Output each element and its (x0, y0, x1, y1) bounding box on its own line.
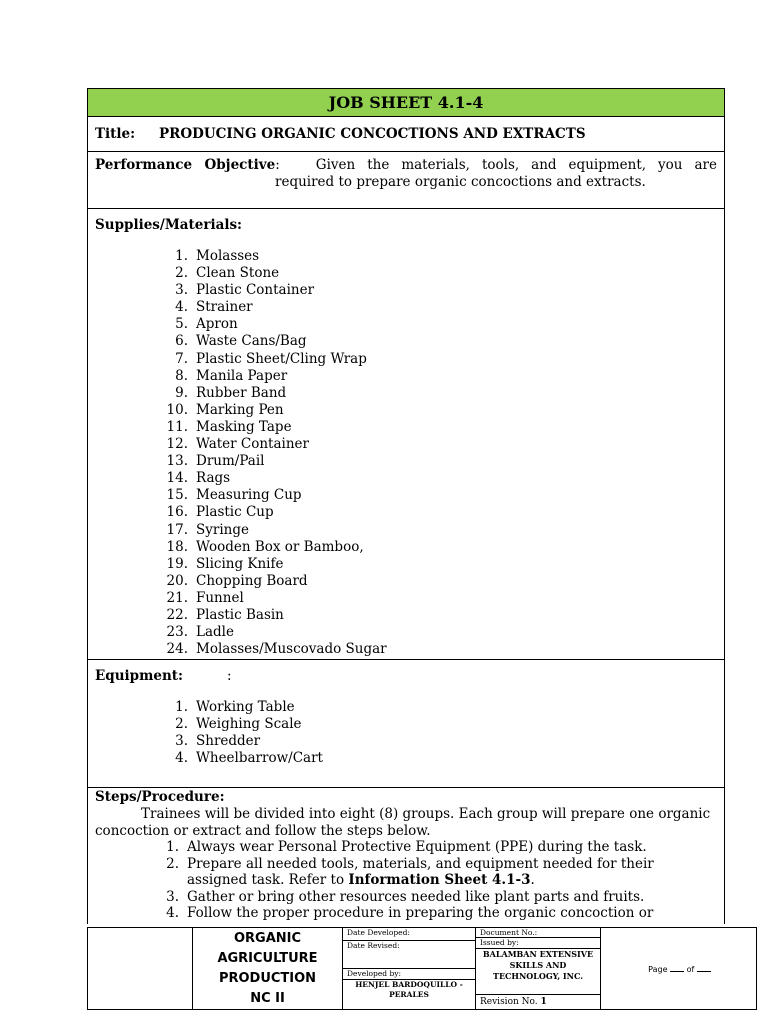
list-item (95, 504, 717, 521)
list-item-text: Plastic Basin (196, 606, 284, 623)
list-item-number: 14. (166, 470, 188, 487)
list-item-text: Working Table (196, 699, 295, 715)
list-item (95, 716, 717, 733)
step-item (95, 889, 717, 906)
of-label: of (686, 965, 695, 974)
list-item-number: 24. (166, 641, 188, 658)
document-footer (87, 927, 757, 1010)
page-number-blank (670, 971, 684, 972)
issuer-name: BALAMBAN EXTENSIVE SKILLS AND TECHNOLOGY, INC. (476, 949, 600, 995)
revision-number: 1 (540, 997, 547, 1007)
list-item (95, 470, 717, 487)
list-item (95, 641, 717, 658)
list-item-text: Slicing Knife (196, 555, 284, 572)
list-item-number: 3. (175, 282, 188, 299)
list-item-text: Rags (196, 470, 231, 487)
list-item-number: 7. (175, 350, 188, 367)
revision-label: Revision No. (480, 997, 538, 1007)
list-item-text: Molasses (196, 248, 260, 264)
list-item-number: 1. (175, 248, 188, 264)
revision-cell (476, 995, 600, 1010)
list-item-text: Shredder (196, 733, 261, 750)
step-number: 3. (166, 888, 179, 905)
qualification-line: PRODUCTION (218, 971, 317, 986)
list-item-number: 6. (175, 333, 188, 350)
list-item-number: 12. (166, 436, 188, 453)
step-number: 1. (166, 839, 179, 855)
objective-text-2: required to prepare organic concoctions and extracts. (275, 174, 646, 190)
equipment-row (88, 660, 724, 788)
list-item-number: 5. (175, 316, 188, 333)
list-item (95, 419, 717, 436)
qualification-line: AGRICULTURE (217, 951, 318, 966)
list-item (95, 699, 717, 716)
list-item-text: Manila Paper (196, 367, 288, 384)
list-item-text: Plastic Container (196, 282, 315, 299)
qualification-cell (193, 928, 343, 1009)
list-item-text: Wheelbarrow/Cart (196, 750, 323, 767)
objective-label: Performance Objective (95, 157, 276, 173)
equipment-heading: Equipment: (95, 668, 184, 684)
development-cell (343, 928, 476, 1009)
performance-objective-row (88, 152, 724, 209)
list-item-number: 2. (175, 265, 188, 282)
step-text: Gather or bring other resources needed like plant parts and fruits. (187, 888, 645, 905)
step-item (95, 839, 717, 856)
supplies-heading: Supplies/Materials: (95, 217, 243, 233)
list-item (95, 590, 717, 607)
list-item-text: Clean Stone (196, 265, 280, 282)
list-item-number: 4. (175, 299, 188, 316)
list-item-text: Marking Pen (196, 401, 284, 418)
list-item (95, 351, 717, 368)
list-item-text: Funnel (196, 589, 244, 606)
issued-by-label: Issued by: (476, 938, 600, 949)
list-item (95, 453, 717, 470)
list-item-number: 17. (166, 521, 188, 538)
list-item-text: Molasses/Muscovado Sugar (196, 641, 387, 658)
list-item-text: Strainer (196, 299, 253, 316)
list-item-number: 10. (166, 401, 188, 418)
list-item (95, 299, 717, 316)
supplies-row (88, 209, 724, 660)
list-item-text: Rubber Band (196, 384, 287, 401)
list-item-number: 2. (175, 716, 188, 733)
document-no-label: Document No.: (476, 928, 600, 938)
job-sheet-number: JOB SHEET 4.1-4 (88, 89, 724, 117)
list-item-number: 22. (166, 606, 188, 623)
list-item (95, 385, 717, 402)
list-item-number: 16. (166, 504, 188, 521)
title-label: Title: (95, 126, 136, 142)
list-item (95, 556, 717, 573)
footer-logo-cell (88, 928, 193, 1009)
list-item (95, 265, 717, 282)
list-item-text: Ladle (196, 624, 234, 641)
list-item (95, 522, 717, 539)
list-item (95, 402, 717, 419)
list-item-text: Syringe (196, 521, 249, 538)
job-sheet (87, 88, 725, 924)
list-item (95, 573, 717, 590)
list-item-text: Masking Tape (196, 418, 292, 435)
list-item-text: Water Container (196, 436, 309, 453)
list-item-text: Plastic Sheet/Cling Wrap (196, 350, 367, 367)
equipment-heading-line (95, 668, 717, 685)
list-item-text: Plastic Cup (196, 504, 274, 521)
date-developed-label: Date Developed: (343, 928, 475, 941)
steps-row (88, 788, 724, 922)
list-item (95, 487, 717, 504)
equipment-list (95, 699, 717, 767)
step-text: Prepare all needed tools, materials, and equipment needed for their assigned task. Refer to (187, 855, 654, 888)
step-reference: Information Sheet 4.1-3 (348, 872, 531, 888)
list-item-text: Wooden Box or Bamboo, (196, 538, 364, 555)
steps-intro: Trainees will be divided into eight (8) groups. Each group will prepare one organic concoction or extract and follow the steps below. (95, 806, 711, 839)
developer-name: HENJEL BARDOQUILLO - PERALES (355, 980, 463, 999)
list-item (95, 368, 717, 385)
list-item-text: Waste Cans/Bag (196, 333, 307, 350)
document-cell (476, 928, 601, 1009)
title-value: PRODUCING ORGANIC CONCOCTIONS AND EXTRACTS (159, 126, 586, 142)
list-item-text: Apron (196, 316, 238, 333)
list-item-number: 15. (166, 487, 188, 504)
list-item-number: 9. (175, 384, 188, 401)
list-item (95, 436, 717, 453)
list-item-number: 4. (175, 750, 188, 767)
list-item (95, 248, 717, 265)
objective-colon: : (275, 157, 280, 173)
step-item (95, 905, 717, 922)
list-item (95, 316, 717, 333)
qualification-line: ORGANIC (233, 931, 302, 946)
list-item-number: 11. (166, 418, 188, 435)
list-item-text: Drum/Pail (196, 453, 265, 470)
list-item-number: 19. (166, 555, 188, 572)
list-item-number: 1. (175, 699, 188, 715)
page-total-blank (697, 971, 711, 972)
page-label: Page (648, 965, 668, 974)
title-row (88, 117, 724, 152)
list-item-number: 13. (166, 453, 188, 470)
step-text-end: . (530, 872, 535, 888)
step-number: 4. (166, 905, 179, 921)
list-item-text: Chopping Board (196, 572, 308, 589)
equipment-colon: : (227, 668, 232, 684)
list-item-text: Measuring Cup (196, 487, 302, 504)
step-item (95, 856, 717, 889)
objective-text-1: Given the materials, tools, and equipment, you are (315, 157, 718, 173)
steps-list (95, 839, 717, 922)
list-item-number: 3. (175, 733, 188, 750)
list-item-number: 20. (166, 572, 188, 589)
objective-line-1 (95, 157, 717, 174)
list-item-number: 23. (166, 624, 188, 641)
step-number: 2. (166, 855, 179, 872)
page-cell (601, 928, 758, 1009)
qualification-line: NC II (250, 991, 285, 1006)
list-item (95, 607, 717, 624)
list-item-number: 18. (166, 538, 188, 555)
list-item (95, 750, 717, 767)
list-item (95, 539, 717, 556)
list-item (95, 282, 717, 299)
step-text: Follow the proper procedure in preparing the organic concoction or (187, 905, 654, 921)
list-item (95, 333, 717, 350)
list-item-number: 21. (166, 589, 188, 606)
list-item (95, 624, 717, 641)
step-text: Always wear Personal Protective Equipment (PPE) during the task. (187, 839, 647, 855)
date-revised-label: Date Revised: (343, 941, 475, 969)
developed-by-label: Developed by: (343, 969, 475, 980)
list-item (95, 733, 717, 750)
steps-heading: Steps/Procedure: (95, 789, 225, 805)
list-item-number: 8. (175, 367, 188, 384)
list-item-text: Weighing Scale (196, 716, 302, 733)
supplies-list (95, 248, 717, 658)
